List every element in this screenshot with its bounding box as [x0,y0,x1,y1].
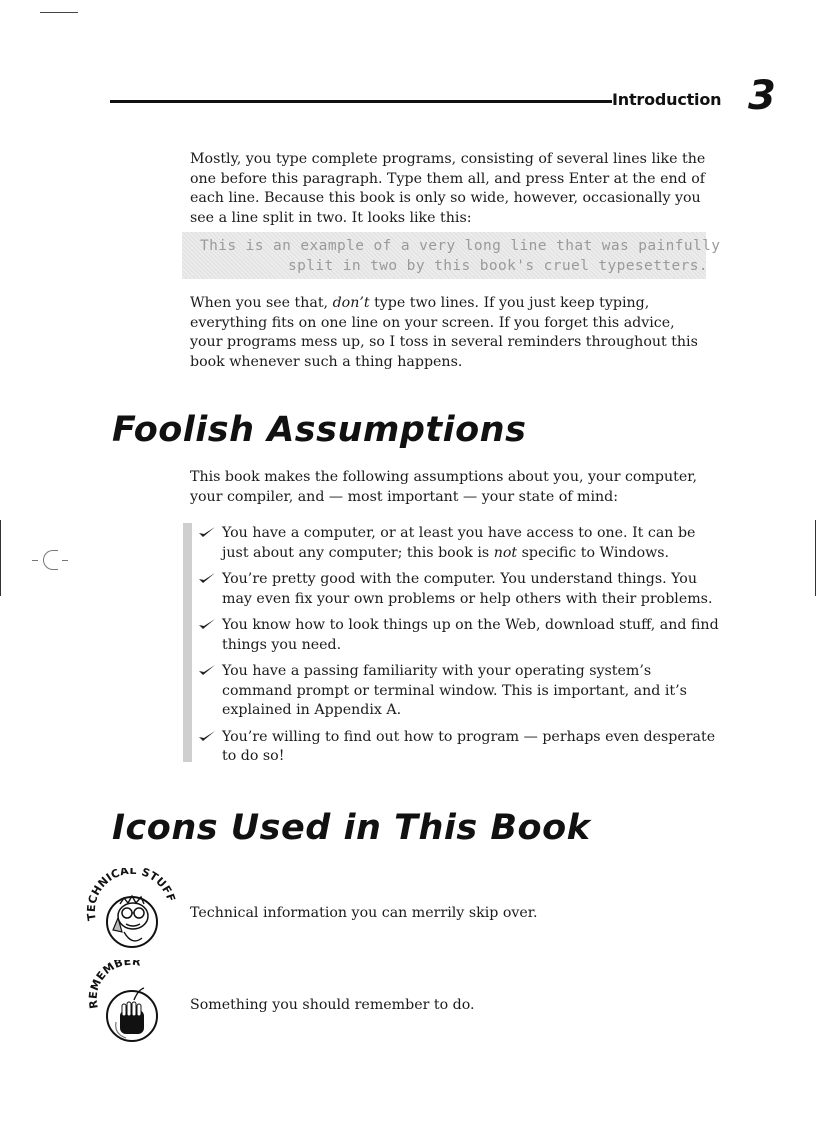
remember-icon [86,960,176,1050]
code-line-1: This is an example of a very long line that was painfully [200,238,721,254]
after-code-text-end: type two lines. If you just keep typing, everything fits on one line on your screen. If you forget this advice, your programs mess up, so I toss in several reminders throughout this book whenever such a thing happens. [190,295,698,370]
intro-paragraph: Mostly, you type complete programs, consisting of several lines like the one before this paragraph. Type them all, and press Enter at the end of each line. Because this book is only so wide, however, occasionally you see a line split in two. It looks like this: [190,151,706,226]
check-bullet-icon [198,525,216,539]
running-header-title: Introduction [612,90,722,109]
bullet-text-part: You have a computer, or at least you have access to one. It can be just about any computer; this book is [222,525,696,561]
section-heading-icons: Icons Used in This Book [112,808,591,848]
bullet-list-sidebar [183,523,192,762]
check-bullet-icon [198,571,216,585]
code-example-box [182,232,721,279]
technical-stuff-description: Technical information you can merrily skip over. [190,905,538,921]
technical-stuff-badge-text: TECHNICAL STUF [86,868,175,922]
page-number: 3 [748,73,776,119]
crop-mark [40,12,78,13]
list-item [195,728,720,767]
remember-badge-text: REMEMBER [86,960,142,1010]
bullet-text: You have a passing familiarity with your operating system’s command prompt or terminal window. This is important, and it’s explained in Appendix A. [222,663,687,718]
bullet-text-part: specific to Windows. [517,544,670,561]
section-heading-foolish-assumptions: Foolish Assumptions [112,410,527,450]
check-bullet-icon [198,663,216,677]
check-bullet-icon [198,729,216,743]
assumptions-list [195,524,720,774]
registration-mark [32,548,70,574]
bullet-text: You’re pretty good with the computer. You understand things. You may even fix your own problems or help others with their problems. [222,571,713,607]
header-rule [110,100,612,103]
technical-stuff-icon [86,868,176,958]
check-bullet-icon [198,617,216,631]
list-item [195,570,720,609]
bullet-text: You know how to look things up on the Web, download stuff, and find things you need. [222,617,719,653]
list-item [195,616,720,655]
emphasis-not: not [493,544,518,561]
list-item [195,524,720,563]
list-item [195,662,720,721]
assumptions-intro: This book makes the following assumptions about you, your computer, your compiler, and — most important — your state of mind: [190,469,697,505]
page-edge-mark-left [0,520,1,596]
after-code-paragraph [190,294,710,372]
after-code-text-start: When you see that, [190,295,333,311]
bullet-text: You’re willing to find out how to program — perhaps even desperate to do so! [222,728,716,764]
remember-description: Something you should remember to do. [190,997,475,1013]
code-line-2: split in two by this book's cruel typesetters. [288,258,708,274]
emphasis-dont: don’t [332,295,370,311]
